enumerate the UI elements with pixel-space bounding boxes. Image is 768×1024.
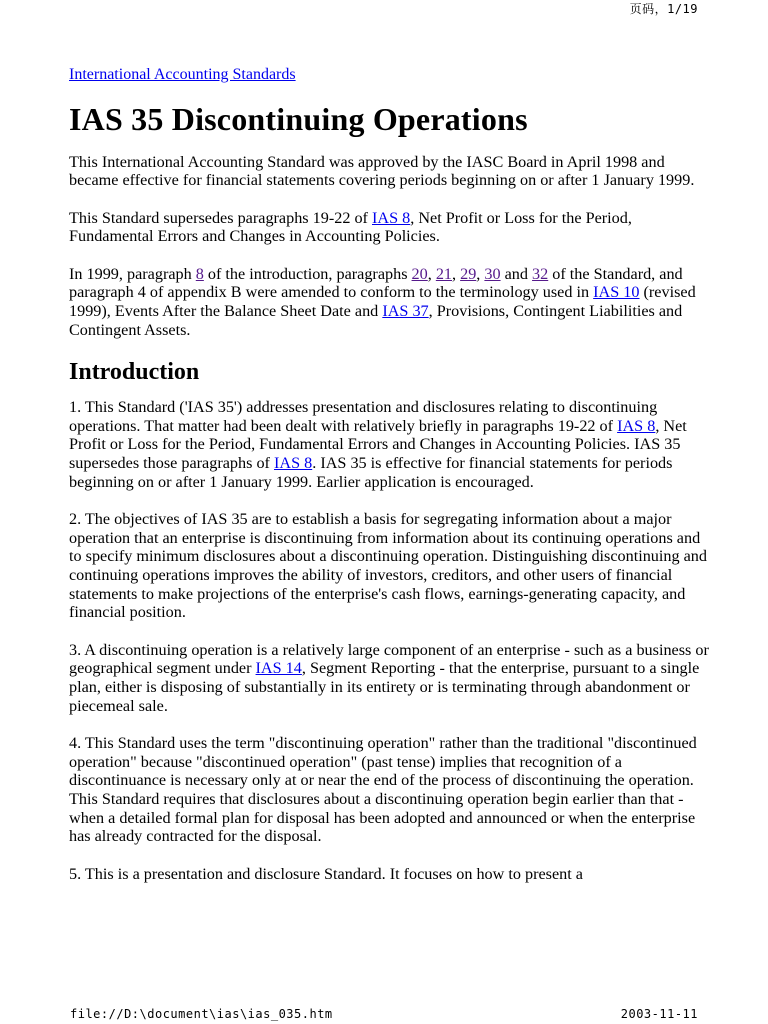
link-paragraph-30[interactable]: 30: [484, 264, 501, 283]
page-number-indicator: 页码，1/19: [629, 2, 698, 16]
text-run: ,: [476, 264, 485, 283]
text-run: , Net Profit or Loss for the Period, Fundamental Errors and Changes in Accounting Policies.: [69, 208, 632, 246]
document-body: [69, 66, 709, 902]
link-ias-8[interactable]: IAS 8: [372, 208, 411, 227]
text-run: ,: [452, 264, 461, 283]
text-run: , Net Profit or Loss for the Period, Fundamental Errors and Changes in Accounting Policies. IAS 35 supersedes those paragraphs of: [69, 416, 687, 472]
text-run: (revised 1999), Events After the Balance Sheet Date and: [69, 283, 696, 320]
file-path: file://D:\document\ias\ias_035.htm: [70, 1007, 333, 1021]
link-paragraph-29[interactable]: 29: [460, 264, 477, 283]
text-run: ,: [427, 264, 436, 283]
paragraph-2: 2. The objectives of IAS 35 are to establish a basis for segregating information about a major operation that an enterprise is discontinuing from information about its continuing operations and to specify minimum disclosures about a discontinuing operation. Distinguishing discontinuing and continuing operations improves the ability of investors, creditors, and other users of financial statements to make projections of the enterprise's cash flows, earnings-generating capacity, and financial position.: [69, 509, 707, 622]
text-run: and: [500, 264, 533, 283]
paragraph-3: [69, 641, 709, 716]
text-run: . IAS 35 is effective for financial statements for periods beginning on or after 1 January 1999. Earlier application is encouraged.: [69, 453, 673, 491]
paragraph-4: 4. This Standard uses the term "discontinuing operation" rather than the traditional "discontinued operation" because "discontinued operation" (past tense) implies that recognition of a discontinuance is necessary only at or near the end of the process of discontinuing the operation. This Standard requires that disclosures about a discontinuing operation begin earlier than that - when a detailed formal plan for disposal has been adopted and announced or when the enterprise has already contracted for the disposal.: [69, 733, 697, 846]
text-run: 1. This Standard ('IAS 35') addresses presentation and disclosures relating to discontinuing operations. That matter had been dealt with relatively briefly in paragraphs 19-22 of: [69, 397, 658, 435]
supersedes-paragraph: [69, 209, 709, 246]
link-paragraph-8[interactable]: 8: [195, 264, 204, 283]
text-run: , Provisions, Contingent Liabilities and Contingent Assets.: [69, 301, 683, 339]
text-run: , Segment Reporting - that the enterprise, pursuant to a single plan, either is disposing of substantially in its entirety or is terminating through abandonment or piecemeal sale.: [69, 659, 700, 715]
text-run: This Standard supersedes paragraphs 19-22 of: [69, 208, 372, 227]
introduction-heading: Introduction: [69, 358, 200, 385]
page-title: IAS 35 Discontinuing Operations: [69, 100, 528, 137]
link-ias-37[interactable]: IAS 37: [382, 301, 429, 320]
amendment-paragraph: [69, 265, 709, 340]
link-paragraph-32[interactable]: 32: [532, 264, 549, 283]
print-date: 2003-11-11: [620, 1007, 698, 1021]
text-run: of the introduction, paragraphs: [203, 264, 412, 283]
link-paragraph-20[interactable]: 20: [411, 264, 428, 283]
link-ias-10[interactable]: IAS 10: [593, 283, 640, 302]
breadcrumb: [69, 66, 709, 85]
link-paragraph-21[interactable]: 21: [435, 264, 453, 283]
link-ias-8[interactable]: IAS 8: [273, 453, 313, 472]
paragraph-1: [69, 398, 709, 492]
text-run: In 1999, paragraph: [69, 264, 196, 283]
text-run: 3. A discontinuing operation is a relatively large component of an enterprise - such as a business or geographical segment under: [69, 640, 709, 678]
text-run: of the Standard, and paragraph 4 of appendix B were amended to conform to the terminology used in: [69, 264, 683, 302]
link-ias-14[interactable]: IAS 14: [255, 659, 302, 678]
link-ias-8[interactable]: IAS 8: [617, 416, 656, 435]
approval-paragraph: This International Accounting Standard was approved by the IASC Board in April 1998 and became effective for financial statements covering periods beginning on or after 1 January 1999.: [69, 152, 695, 190]
breadcrumb-link-ias[interactable]: International Accounting Standards: [69, 66, 296, 83]
page-footer: [70, 1007, 698, 1021]
paragraph-5: 5. This is a presentation and disclosure Standard. It focuses on how to present a: [69, 864, 583, 883]
